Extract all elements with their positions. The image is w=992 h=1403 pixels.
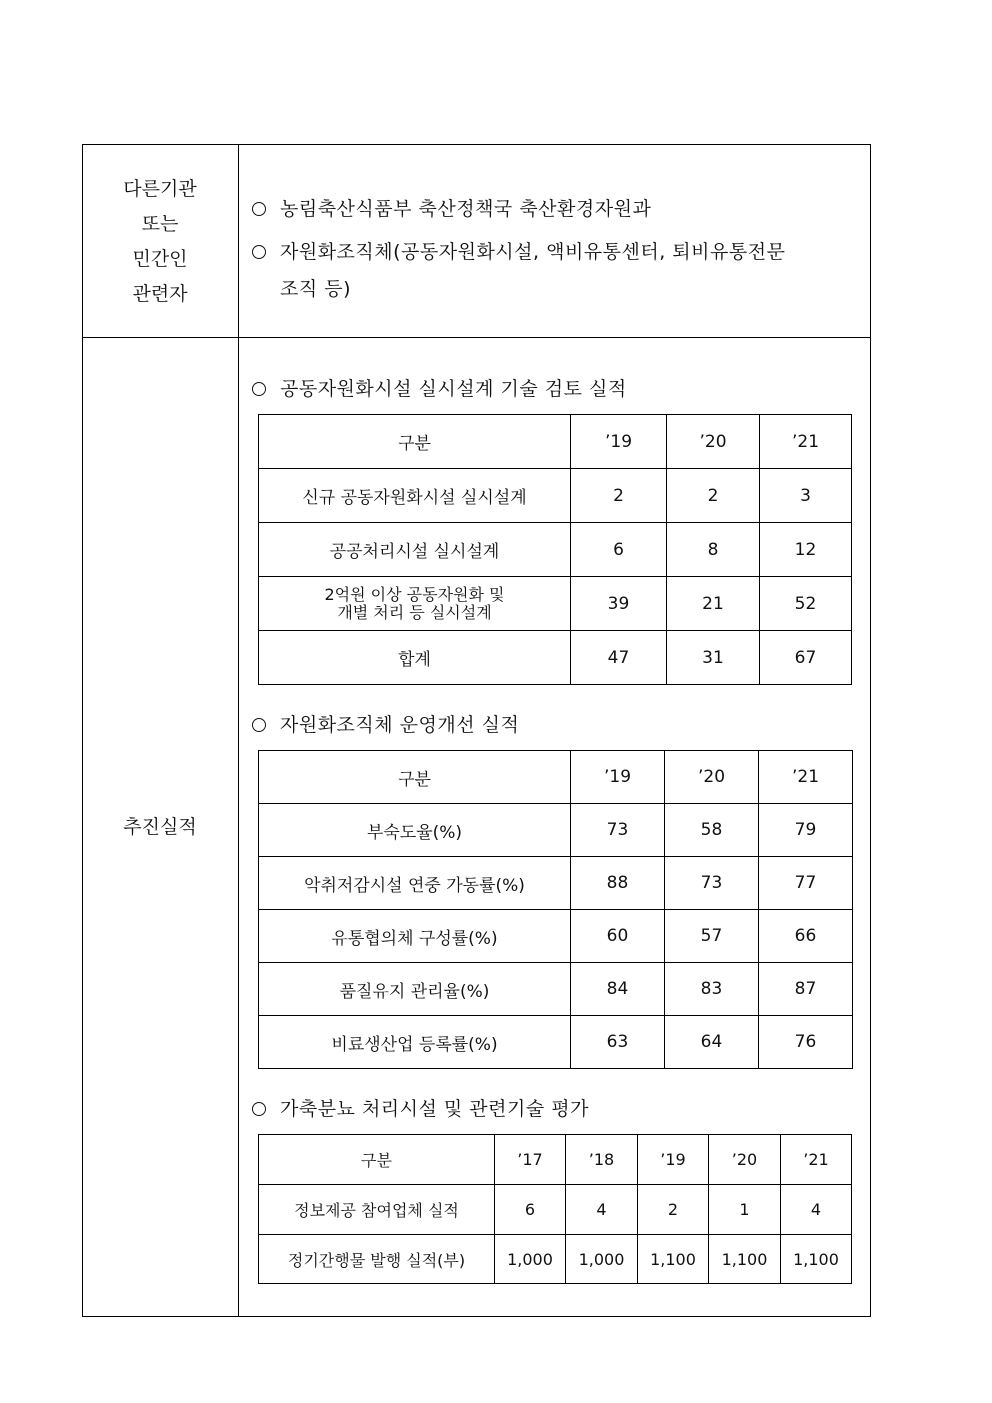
cell: 39 bbox=[571, 577, 667, 631]
table-total-row bbox=[259, 631, 852, 685]
table-row bbox=[259, 804, 853, 857]
header-cell: ’21 bbox=[781, 1135, 852, 1185]
table-row bbox=[259, 910, 853, 963]
table-row bbox=[259, 963, 853, 1016]
cell: 83 bbox=[665, 963, 759, 1016]
related-label-line: 다른기관 bbox=[123, 178, 197, 200]
header-cell: ’19 bbox=[571, 751, 665, 804]
cell: 66 bbox=[759, 910, 853, 963]
table-row bbox=[259, 1235, 852, 1284]
cell: 63 bbox=[571, 1016, 665, 1069]
row-label: 합계 bbox=[259, 631, 571, 685]
row-label bbox=[259, 577, 571, 631]
cell: 1 bbox=[709, 1185, 781, 1235]
t2-table bbox=[258, 750, 853, 1069]
cell: 77 bbox=[759, 857, 853, 910]
cell: 21 bbox=[667, 577, 760, 631]
cell: 31 bbox=[667, 631, 760, 685]
cell: 2 bbox=[667, 469, 760, 523]
related-bullet-2-continuation: 조직 등) bbox=[280, 278, 352, 300]
cell: 3 bbox=[760, 469, 852, 523]
circle-bullet-icon bbox=[252, 1102, 266, 1116]
cell: 4 bbox=[781, 1185, 852, 1235]
table-row bbox=[259, 1016, 853, 1069]
cell: 1,100 bbox=[781, 1235, 852, 1284]
bullet-text: 자원화조직체(공동자원화시설, 액비유통센터, 퇴비유통전문 bbox=[280, 241, 786, 263]
heading-text: 가축분뇨 처리시설 및 관련기술 평가 bbox=[280, 1098, 589, 1120]
t2-heading bbox=[252, 710, 519, 737]
header-cell: 구분 bbox=[259, 1135, 495, 1185]
cell: 6 bbox=[571, 523, 667, 577]
cell: 2 bbox=[638, 1185, 709, 1235]
cell: 87 bbox=[759, 963, 853, 1016]
cell: 84 bbox=[571, 963, 665, 1016]
related-label bbox=[82, 172, 238, 312]
row-label: 품질유지 관리율(%) bbox=[259, 963, 571, 1016]
header-cell: ’19 bbox=[571, 415, 667, 469]
row-label: 유통협의체 구성률(%) bbox=[259, 910, 571, 963]
t3-table bbox=[258, 1134, 852, 1284]
row-label: 부숙도율(%) bbox=[259, 804, 571, 857]
cell: 4 bbox=[566, 1185, 638, 1235]
cell: 8 bbox=[667, 523, 760, 577]
column-divider bbox=[238, 144, 239, 1317]
table-row bbox=[259, 469, 852, 523]
cell: 73 bbox=[571, 804, 665, 857]
header-cell: ’20 bbox=[665, 751, 759, 804]
header-cell: ’18 bbox=[566, 1135, 638, 1185]
cell: 12 bbox=[760, 523, 852, 577]
header-cell: 구분 bbox=[259, 751, 571, 804]
header-cell: ’19 bbox=[638, 1135, 709, 1185]
cell: 58 bbox=[665, 804, 759, 857]
t3-heading bbox=[252, 1094, 589, 1121]
row-divider bbox=[82, 337, 871, 338]
heading-text: 공동자원화시설 실시설계 기술 검토 실적 bbox=[280, 378, 627, 400]
related-bullet-1 bbox=[252, 194, 651, 221]
cell: 73 bbox=[665, 857, 759, 910]
row-label: 신규 공동자원화시설 실시설계 bbox=[259, 469, 571, 523]
cell: 1,100 bbox=[709, 1235, 781, 1284]
circle-bullet-icon bbox=[252, 245, 266, 259]
table-row bbox=[259, 523, 852, 577]
cell: 60 bbox=[571, 910, 665, 963]
circle-bullet-icon bbox=[252, 202, 266, 216]
header-cell: ’20 bbox=[709, 1135, 781, 1185]
header-cell: ’17 bbox=[495, 1135, 566, 1185]
cell: 64 bbox=[665, 1016, 759, 1069]
related-label-line: 또는 bbox=[141, 213, 179, 235]
row-label-line: 2억원 이상 공동자원화 및 bbox=[324, 584, 505, 604]
row-label: 비료생산업 등록률(%) bbox=[259, 1016, 571, 1069]
cell: 2 bbox=[571, 469, 667, 523]
heading-text: 자원화조직체 운영개선 실적 bbox=[280, 714, 520, 736]
table-row bbox=[259, 1185, 852, 1235]
cell: 1,100 bbox=[638, 1235, 709, 1284]
table-header-row bbox=[259, 415, 852, 469]
bullet-text: 농림축산식품부 축산정책국 축산환경자원과 bbox=[280, 198, 652, 220]
row-label: 악취저감시설 연중 가동률(%) bbox=[259, 857, 571, 910]
table-row bbox=[259, 577, 852, 631]
circle-bullet-icon bbox=[252, 718, 266, 732]
circle-bullet-icon bbox=[252, 382, 266, 396]
header-cell: ’21 bbox=[759, 751, 853, 804]
related-label-line: 민간인 bbox=[132, 248, 188, 270]
cell: 79 bbox=[759, 804, 853, 857]
performance-label: 추진실적 bbox=[123, 816, 197, 838]
table-header-row bbox=[259, 1135, 852, 1185]
header-cell: 구분 bbox=[259, 415, 571, 469]
t1-heading bbox=[252, 374, 627, 401]
cell: 1,000 bbox=[495, 1235, 566, 1284]
row-label: 공공처리시설 실시설계 bbox=[259, 523, 571, 577]
row-label: 정보제공 참여업체 실적 bbox=[259, 1185, 495, 1235]
table-header-row bbox=[259, 751, 853, 804]
related-bullet-2 bbox=[252, 237, 785, 264]
cell: 57 bbox=[665, 910, 759, 963]
header-cell: ’21 bbox=[760, 415, 852, 469]
cell: 1,000 bbox=[566, 1235, 638, 1284]
related-label-line: 관련자 bbox=[132, 283, 188, 305]
row-label-line: 개별 처리 등 실시설계 bbox=[337, 602, 492, 622]
cell: 76 bbox=[759, 1016, 853, 1069]
header-cell: ’20 bbox=[667, 415, 760, 469]
cell: 52 bbox=[760, 577, 852, 631]
cell: 47 bbox=[571, 631, 667, 685]
table-row bbox=[259, 857, 853, 910]
cell: 67 bbox=[760, 631, 852, 685]
t1-table bbox=[258, 414, 852, 685]
cell: 88 bbox=[571, 857, 665, 910]
row-label: 정기간행물 발행 실적(부) bbox=[259, 1235, 495, 1284]
cell: 6 bbox=[495, 1185, 566, 1235]
